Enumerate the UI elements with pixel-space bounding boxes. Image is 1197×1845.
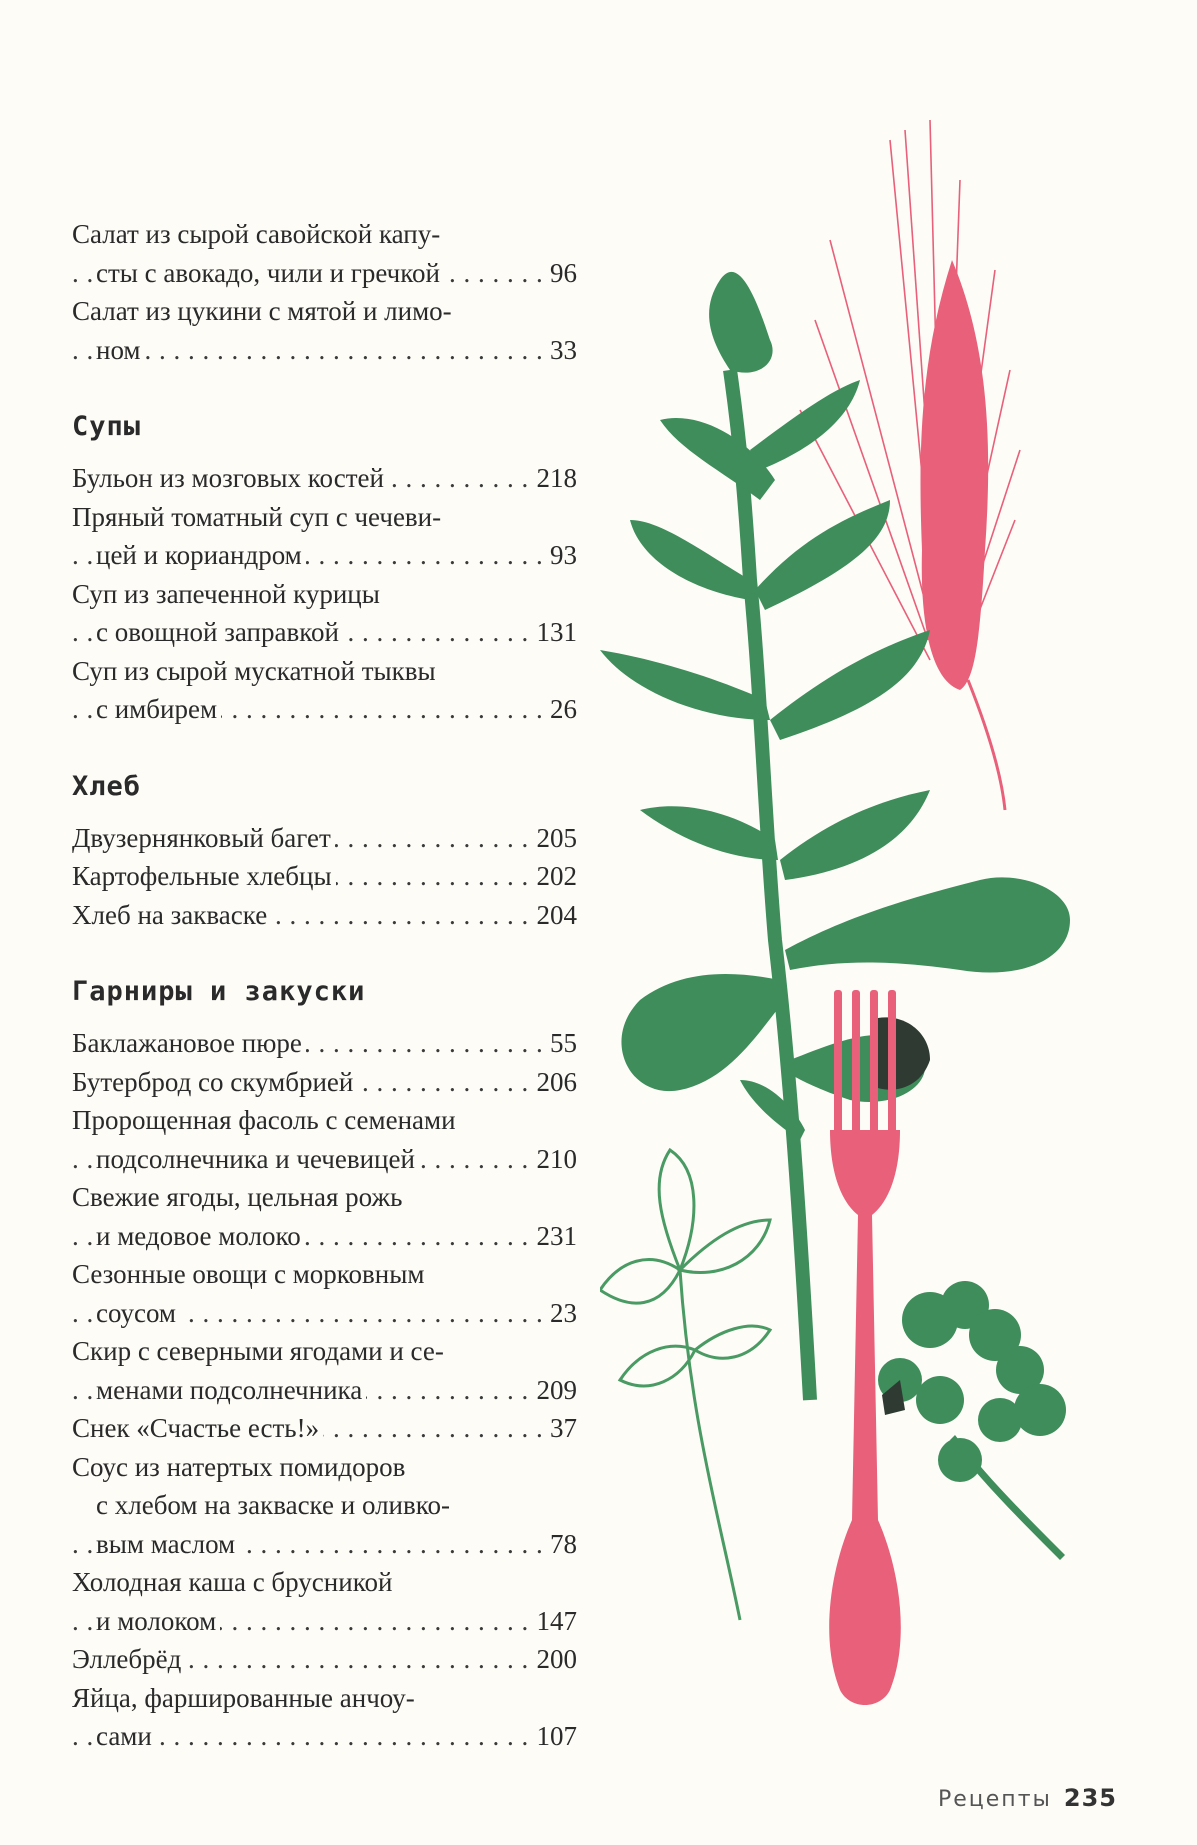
- entry-page-number[interactable]: 96: [542, 254, 577, 293]
- toc-entry-line: [72, 1024, 577, 1063]
- toc-entry-line: [72, 1602, 577, 1641]
- entry-page-number[interactable]: 206: [529, 1063, 578, 1102]
- toc-entry-line: [72, 1332, 577, 1371]
- entry-text: Бульон из мозговых костей: [72, 463, 388, 493]
- entry-page-number[interactable]: 131: [529, 613, 578, 652]
- entry-text: цей и кориандром: [96, 540, 306, 570]
- table-of-contents: [72, 215, 577, 1756]
- entry-page-number[interactable]: 231: [529, 1217, 578, 1256]
- entry-page-number[interactable]: 93: [542, 536, 577, 575]
- toc-entry-line: [72, 1063, 577, 1102]
- toc-entry-line: [72, 1448, 577, 1487]
- entry-page-number[interactable]: 33: [542, 331, 577, 370]
- toc-entry-line: [72, 1371, 577, 1410]
- entry-text: Снек «Счастье есть!»: [72, 1413, 323, 1443]
- outlined-herb-icon: [600, 1150, 770, 1620]
- section-title: Гарниры и закуски: [72, 976, 366, 1007]
- entry-page-number[interactable]: 23: [542, 1294, 577, 1333]
- entry-text: Баклажановое пюре: [72, 1028, 306, 1058]
- entry-text: Свежие ягоды, цельная рожь: [72, 1182, 406, 1212]
- entry-text: Соус из натертых помидоров: [72, 1452, 409, 1482]
- toc-entry-line: [72, 215, 577, 254]
- entry-page-number[interactable]: 218: [529, 459, 578, 498]
- entry-text: и медовое молоко: [96, 1221, 305, 1251]
- entry-page-number[interactable]: 200: [529, 1640, 578, 1679]
- toc-entry-line: [72, 536, 577, 575]
- entry-page-number[interactable]: 37: [542, 1409, 577, 1448]
- entry-text: Хлеб на закваске: [72, 900, 271, 930]
- toc-entry-line: [72, 613, 577, 652]
- entry-text: Скир с северными ягодами и се-: [72, 1336, 448, 1366]
- page-number: 235: [1063, 1784, 1117, 1812]
- entry-text: менами подсолнечника: [96, 1375, 366, 1405]
- entry-text: соусом: [96, 1298, 180, 1328]
- entry-text: Двузернянковый багет: [72, 823, 335, 853]
- entry-text: Суп из запеченной курицы: [72, 579, 384, 609]
- cilantro-icon: [878, 1281, 1066, 1560]
- entry-text: Эллебрёд: [72, 1644, 185, 1674]
- entry-text: с овощной заправкой: [96, 617, 343, 647]
- entry-text: Бутерброд со скумбрией: [72, 1067, 357, 1097]
- entry-page-number[interactable]: 107: [529, 1717, 578, 1756]
- entry-text: ном: [96, 335, 145, 365]
- toc-entry-line: [72, 1255, 577, 1294]
- toc-entry-line: [72, 1679, 577, 1718]
- entry-text: сами: [96, 1721, 156, 1751]
- entry-text: сты с авокадо, чили и гречкой: [96, 258, 444, 288]
- toc-entry-line: [72, 331, 577, 370]
- toc-entry-line: [72, 690, 577, 729]
- toc-entry-line: [72, 292, 577, 331]
- section-title: Хлеб: [72, 770, 142, 802]
- toc-entry-line: [72, 1717, 577, 1756]
- toc-entry-line: [72, 1294, 577, 1333]
- toc-entry-line: [72, 1217, 577, 1256]
- page-footer: [938, 1784, 1117, 1812]
- entry-text: вым маслом: [96, 1529, 239, 1559]
- entry-page-number[interactable]: 26: [542, 690, 577, 729]
- toc-entry-line: [72, 1101, 577, 1140]
- entry-text: Сезонные овощи с морковным: [72, 1259, 428, 1289]
- entry-page-number[interactable]: 55: [542, 1024, 577, 1063]
- entry-text: Холодная каша с брусникой: [72, 1567, 396, 1597]
- entry-page-number[interactable]: 205: [529, 819, 578, 858]
- toc-entry-line: [72, 459, 577, 498]
- entry-text: Салат из цукини с мятой и лимо-: [72, 296, 456, 326]
- toc-entry-line: [72, 1140, 577, 1179]
- footer-section-label: Рецепты: [938, 1787, 1052, 1812]
- toc-entry-line: [72, 1525, 577, 1564]
- toc-entry-line: [72, 1563, 577, 1602]
- herbs-fork-wheat-icon: [600, 120, 1160, 1720]
- entry-text: с хлебом на закваске и оливко-: [96, 1490, 454, 1520]
- entry-text: Пряный томатный суп с чечеви-: [72, 502, 445, 532]
- entry-page-number[interactable]: 204: [529, 896, 578, 935]
- entry-page-number[interactable]: 147: [529, 1602, 578, 1641]
- toc-entry-line: [72, 1178, 577, 1217]
- toc-entry-line: [72, 652, 577, 691]
- entry-text: Яйца, фаршированные анчоу-: [72, 1683, 419, 1713]
- toc-entry-line: [72, 1409, 577, 1448]
- toc-entry-line: [72, 857, 577, 896]
- entry-text: с имбирем: [96, 694, 221, 724]
- section-title: Супы: [72, 411, 142, 442]
- wheat-head-icon: [920, 260, 988, 690]
- entry-text: и молоком: [96, 1606, 220, 1636]
- toc-entry-line: [72, 896, 577, 935]
- entry-text: подсолнечника и чечевицей: [96, 1144, 419, 1174]
- entry-page-number[interactable]: 78: [542, 1525, 577, 1564]
- toc-entry-line: [72, 575, 577, 614]
- entry-page-number[interactable]: 209: [529, 1371, 578, 1410]
- entry-text: Картофельные хлебцы: [72, 861, 336, 891]
- entry-page-number[interactable]: 210: [529, 1140, 578, 1179]
- toc-entry-line: [72, 1486, 577, 1525]
- entry-page-number[interactable]: 202: [529, 857, 578, 896]
- toc-entry-line: [72, 254, 577, 293]
- entry-text: Суп из сырой мускатной тыквы: [72, 656, 440, 686]
- stem-icon: [730, 370, 810, 1400]
- entry-text: Салат из сырой савойской капу-: [72, 219, 444, 249]
- toc-entry-line: [72, 1640, 577, 1679]
- entry-text: Пророщенная фасоль с семенами: [72, 1105, 460, 1135]
- toc-entry-line: [72, 819, 577, 858]
- toc-entry-line: [72, 498, 577, 537]
